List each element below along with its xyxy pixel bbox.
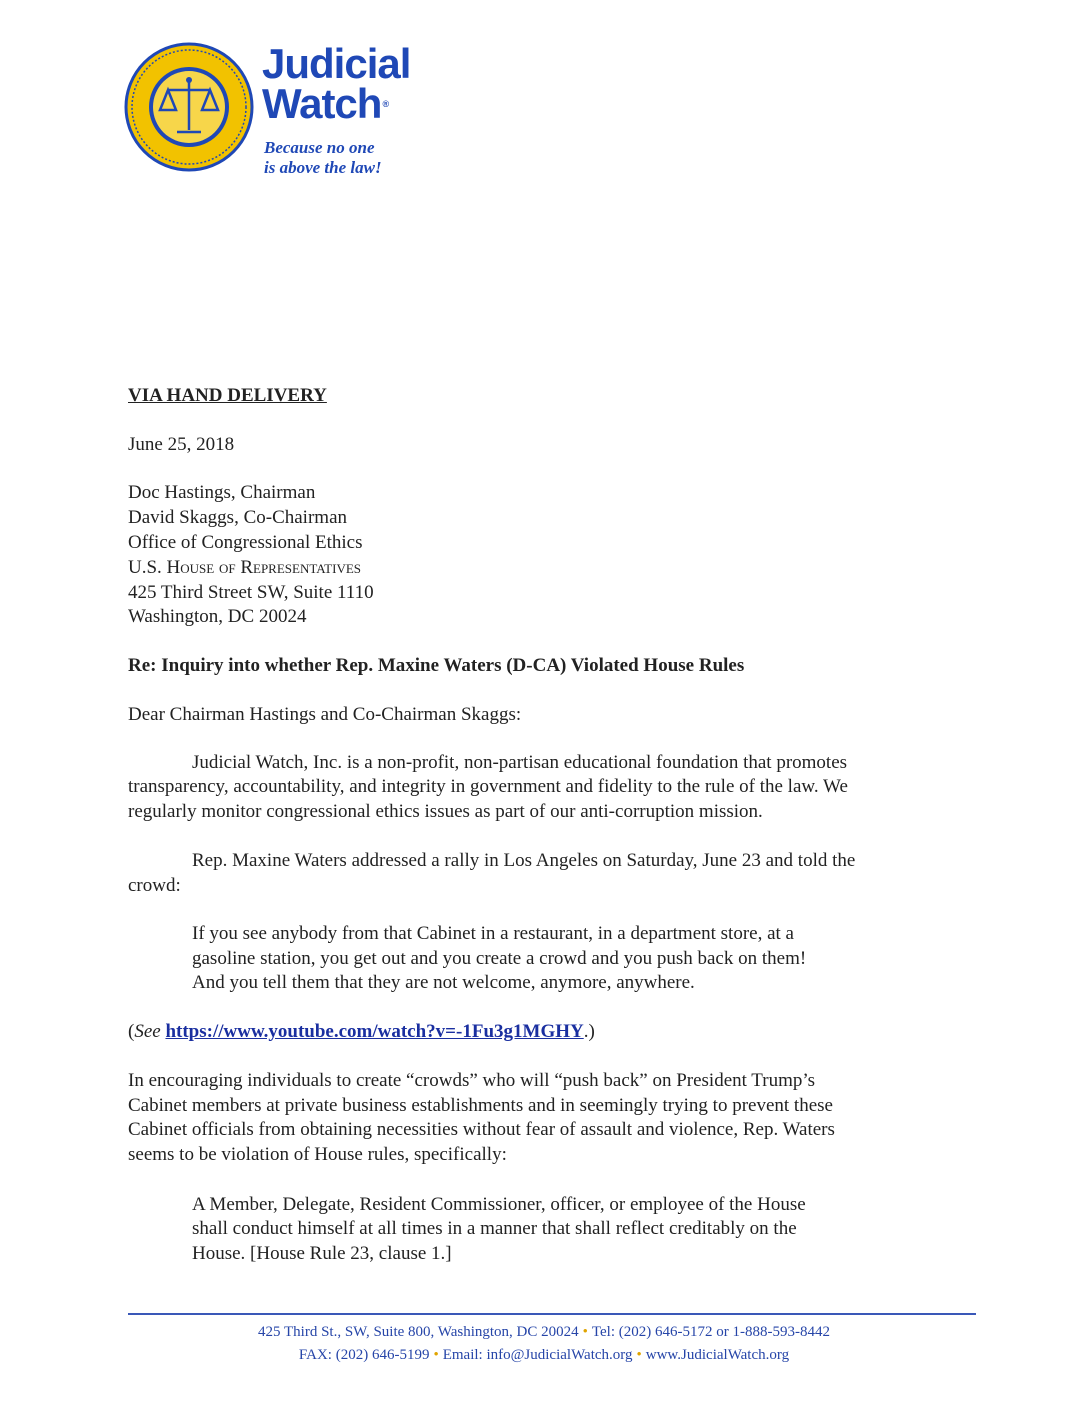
quote2-line1: A Member, Delegate, Resident Commissioner, officer, or employee of the House [192,1194,806,1215]
para1-line1: Judicial Watch, Inc. is a non-profit, non-partisan educational foundation that promotes [192,752,848,773]
brand-name-line1: Judicial [262,40,411,87]
brand-name-line2: Watch® [262,80,389,127]
para2-line1: Rep. Maxine Waters addressed a rally in Los Angeles on Saturday, June 23 and told the [192,850,856,871]
footer-separator: • [582,1324,588,1340]
letter-date: June 25, 2018 [128,434,235,455]
footer-address: 425 Third St., SW, Suite 800, Washington, DC 20024 [258,1324,579,1340]
para3-line4: seems to be violation of House rules, specifically: [128,1144,507,1165]
footer-line2 [0,1347,1088,1364]
youtube-link[interactable]: https://www.youtube.com/watch?v=-1Fu3g1MGHY [165,1021,584,1042]
recipient-line5: 425 Third Street SW, Suite 1110 [128,582,374,603]
footer-divider [128,1313,976,1315]
quote2-line2: shall conduct himself at all times in a manner that shall reflect creditably on the [192,1218,797,1239]
recipient-line4: U.S. House of Representatives [128,557,362,578]
citation: (See https://www.youtube.com/watch?v=-1Fu3g1MGHY.) [128,1021,595,1042]
subject-line: Re: Inquiry into whether Rep. Maxine Waters (D-CA) Violated House Rules [128,655,745,676]
footer-tel: Tel: (202) 646-5172 or 1-888-593-8442 [591,1324,830,1340]
quote1-line2: gasoline station, you get out and you create a crowd and you push back on them! [192,948,807,969]
para3-line1: In encouraging individuals to create “crowds” who will “push back” on President Trump’s [128,1070,816,1091]
footer-separator: • [433,1347,439,1363]
para3-line2: Cabinet members at private business establishments and in seemingly trying to prevent these [128,1095,833,1116]
judicial-watch-seal-logo [124,42,254,172]
recipient-line2: David Skaggs, Co-Chairman [128,507,348,528]
footer-fax: FAX: (202) 646-5199 [298,1347,430,1363]
footer-separator: • [636,1347,642,1363]
tagline-line2: is above the law! [264,158,382,177]
para2-line2: crowd: [128,875,181,896]
delivery-heading: VIA HAND DELIVERY [128,385,327,406]
recipient-line1: Doc Hastings, Chairman [128,482,316,503]
recipient-line6: Washington, DC 20024 [128,606,307,627]
footer-email[interactable]: Email: info@JudicialWatch.org [442,1347,633,1363]
brand-name [262,40,411,127]
footer-line1 [0,1324,1088,1341]
quote1-line3: And you tell them that they are not welcome, anymore, anywhere. [192,972,695,993]
quote2-line3: House. [House Rule 23, clause 1.] [192,1243,452,1264]
tagline-line1: Because no one [264,138,375,157]
recipient-line3: Office of Congressional Ethics [128,532,363,553]
para1-line2: transparency, accountability, and integrity in government and fidelity to the rule of the law. We [128,776,848,797]
salutation: Dear Chairman Hastings and Co-Chairman Skaggs: [128,704,522,725]
footer-website[interactable]: www.JudicialWatch.org [645,1347,790,1363]
registered-mark: ® [382,99,389,109]
para1-line3: regularly monitor congressional ethics issues as part of our anti-corruption mission. [128,801,763,822]
brand-tagline [264,138,382,178]
para3-line3: Cabinet officials from obtaining necessities without fear of assault and violence, Rep. Waters [128,1119,835,1140]
quote1-line1: If you see anybody from that Cabinet in a restaurant, in a department store, at a [192,923,794,944]
